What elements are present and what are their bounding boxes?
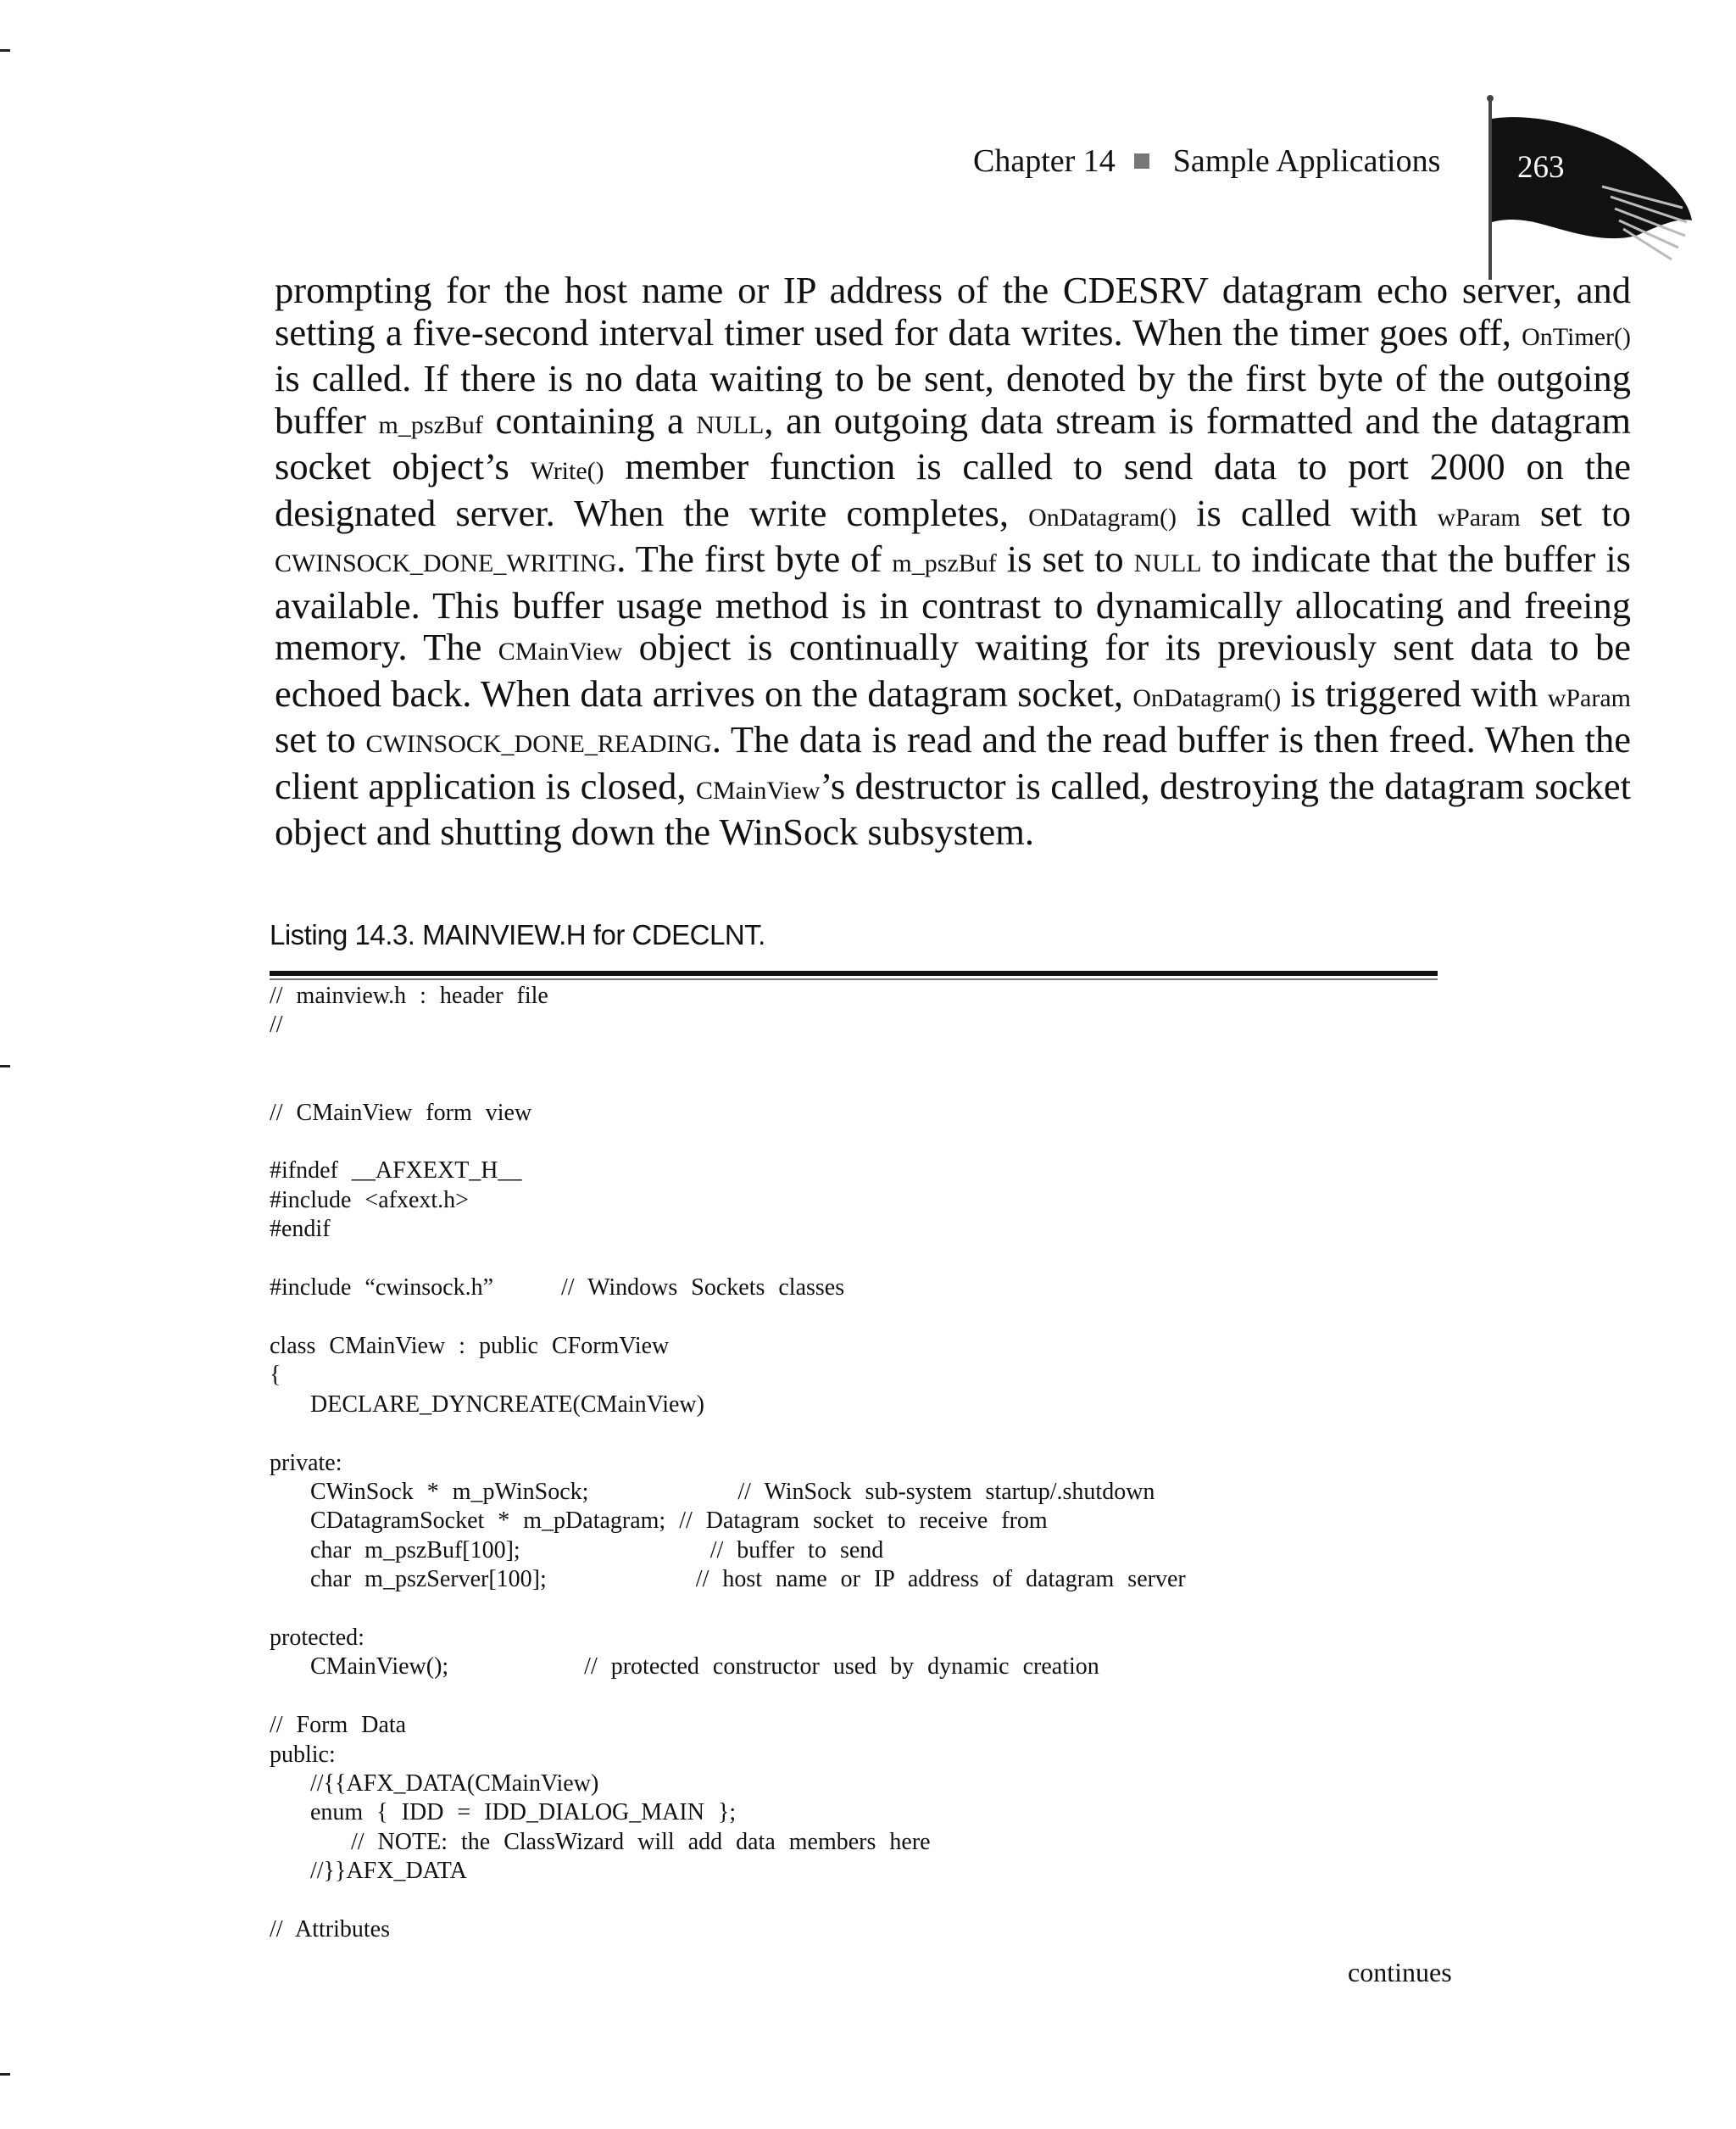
pennant-flag-icon [1475,93,1695,288]
inline-code: CMainView [695,776,821,805]
running-header [973,142,1440,180]
inline-code: CWINSOCK_DONE_READING [365,730,712,758]
text-run: member function is called to send data to port 2000 on the designated server. When the write completes, [275,445,1631,534]
inline-code: NULL [1133,549,1202,577]
crop-mark-bottom [0,2073,10,2076]
text-run: is set to [996,538,1134,580]
text-run: is called. If there is no data waiting to be sent, denoted by the first byte of the outgoing buffer [275,357,1631,442]
text-run: containing a [482,398,697,442]
text-run: . The first byte of [616,538,893,580]
inline-code: OnTimer() [1522,322,1631,351]
inline-code: Write() [530,457,604,485]
text-run: is triggered with [1281,672,1548,715]
listing-caption: Listing 14.3. MAINVIEW.H for CDECLNT. [270,919,765,950]
text-run: set to [275,718,366,761]
inline-code: m_pszBuf [892,549,997,577]
text-run: is called with [1177,491,1438,534]
text-run: . The data is read and the read buffer is then freed. When the client application is closed, [275,718,1632,807]
section-label: Sample Applications [1172,143,1441,179]
inline-code: OnDatagram() [1132,683,1282,712]
crop-mark-middle [0,1065,10,1067]
page-number: 263 [1517,150,1565,185]
chapter-label: Chapter 14 [973,143,1116,179]
continues-note: continues [1348,1957,1452,1987]
text-run: set to [1520,491,1631,534]
text-run: ’s destructor is called, destroying the datagram socket object and shutting down the WinSock subsystem. [275,764,1631,853]
inline-code: wParam [1547,683,1631,712]
inline-code: OnDatagram() [1028,503,1177,532]
inline-code: m_pszBuf [378,410,483,439]
text-run: object is continually waiting for its previously sent data to be echoed back. When data arrives on the datagram socket, [275,626,1631,715]
body-paragraph [275,270,1631,854]
square-bullet-icon [1134,153,1149,169]
inline-code: wParam [1437,503,1521,532]
inline-code: CWINSOCK_DONE_WRITING [275,549,617,577]
code-listing: // mainview.h : header file // // CMainView form view #ifndef __AFXEXT_H__ #include <afxext.h> #endif #include “cwinsock.h” // Windows Sockets classes class CMainView : public CFormView { DECLARE_DYNCREATE(CMainView) private: CWinSock * m_pWinSock; // WinSock sub-system startup/.shutdown CDatagramSocket * m_pDatagram; // Datagram socket to receive from char m_pszBuf[100]; // buffer to send char m_pszServer[100]; // host name or IP address of datagram server protected: CMainView(); // protected constructor used by dynamic creation // Form Data public: //{{AFX_DATA(CMainView) enum { IDD = IDD_DIALOG_MAIN }; // NOTE: the ClassWizard will add data members here //}}AFX_DATA // Attributes [270,983,1186,1942]
crop-mark-top [0,49,10,52]
inline-code: NULL [696,410,765,439]
inline-code: CMainView [498,638,623,666]
text-run: to indicate that the buffer is available. This buffer usage method is in contrast to dynamically allocating and freeing memory. The [275,538,1632,668]
text-run: , an outgoing data stream is formatted and the datagram socket object’s [275,398,1631,488]
text-run: prompting for the host name or IP address of the CDESRV datagram echo server, and setting a five-second interval timer used for data writes. When the timer goes off, [275,269,1631,354]
listing-divider [270,971,1438,980]
